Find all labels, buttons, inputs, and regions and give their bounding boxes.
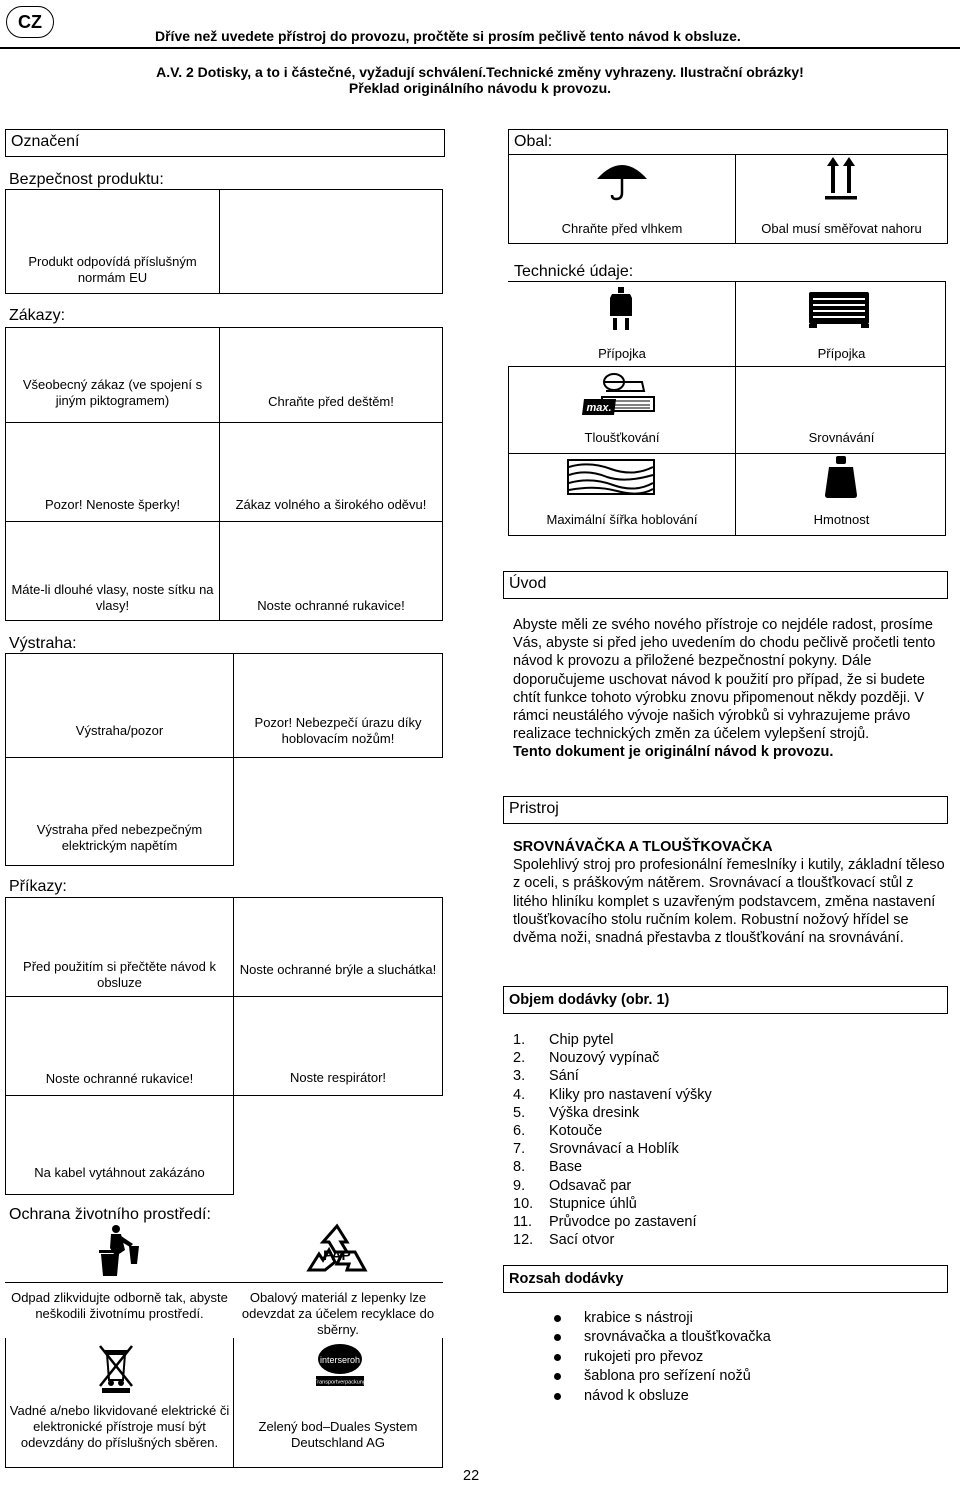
scope-list bbox=[556, 1309, 771, 1406]
parts-list-label: Srovnávací a Hoblík bbox=[549, 1141, 679, 1158]
parts-list-number: 11. bbox=[513, 1214, 533, 1231]
section-rozsah bbox=[503, 1265, 948, 1293]
caption-nahoru: Obal musí směřovat nahoru bbox=[761, 221, 922, 236]
caption-srovnavani: Srovnávání bbox=[808, 430, 875, 445]
parts-list-item bbox=[513, 1195, 712, 1213]
scope-list-item: návod k obsluze bbox=[556, 1387, 771, 1406]
parts-list-label: Výška dresink bbox=[549, 1104, 640, 1121]
intro-text bbox=[513, 616, 945, 762]
caption-zakaz-rukavice: Noste ochranné rukavice! bbox=[257, 598, 405, 613]
parts-list-number: 10. bbox=[513, 1195, 534, 1212]
section-uvod bbox=[503, 571, 948, 599]
header-legal-line2: Překlad originálního návodu k provozu. bbox=[348, 80, 612, 96]
this-side-up-icon bbox=[824, 155, 858, 201]
cell-prikaz-bryle bbox=[233, 897, 443, 997]
section-rozsah-title: Rozsah dodávky bbox=[509, 1271, 624, 1287]
language-badge: CZ bbox=[6, 6, 54, 38]
parts-list-item bbox=[513, 1031, 712, 1049]
caption-zeleny: Zelený bod–Duales System Deutschland AG bbox=[258, 1419, 418, 1450]
section-pristroj bbox=[503, 796, 948, 824]
cell-vystraha-pozor bbox=[5, 653, 234, 758]
machine-text: Spolehlivý stroj pro profesionální řemeslníky i kutily, základní těleso z oceli, s práškovým nátěrem. Srovnávací a tloušťkovací stůl z litého hliníku komplet s uzavřeným podstavcem, změna nastavení tloušťkovacího stolu ručním kolem. Robustní nožový hřídel se dvěma noži, snadná přestavba z tloušťkování na srovnávání. bbox=[513, 857, 945, 947]
section-oznaceni bbox=[5, 129, 445, 157]
intro-bold-note: Tento dokument je originální návod k provozu. bbox=[513, 744, 834, 761]
parts-list-number: 8. bbox=[513, 1159, 526, 1176]
caption-eu: Produkt odpovídá příslušným normám EU bbox=[28, 254, 197, 285]
caption-obalovy: Obalový materiál z lepenky lze odevzdat za účelem recyklace do sběrny. bbox=[241, 1290, 435, 1337]
parts-list-number: 4. bbox=[513, 1086, 526, 1103]
parts-list-label: Kliky pro nastavení výšky bbox=[549, 1086, 712, 1103]
parts-list-number: 3. bbox=[513, 1068, 526, 1085]
machine-title: SROVNÁVAČKA A TLOUŠŤKOVAČKA bbox=[513, 839, 773, 855]
caption-pripojka1: Přípojka bbox=[598, 346, 646, 361]
caption-prikaz-respirator: Noste respirátor! bbox=[289, 1070, 387, 1085]
parts-list-label: Stupnice úhlů bbox=[549, 1195, 637, 1212]
section-obal bbox=[508, 129, 948, 155]
parts-list-item bbox=[513, 1104, 712, 1122]
parts-list-label: Průvodce po zastavení bbox=[549, 1214, 697, 1231]
pap-logo-text: PAP bbox=[323, 1247, 351, 1263]
recycling-pap-icon bbox=[303, 1222, 371, 1282]
scope-list-item: krabice s nástroji bbox=[556, 1309, 771, 1328]
trash-disposal-icon bbox=[93, 1224, 143, 1280]
machine-description bbox=[513, 838, 945, 947]
parts-list-label: Sání bbox=[549, 1068, 579, 1085]
page-number: 22 bbox=[463, 1468, 480, 1484]
interseroh-logo-text: interseroh bbox=[319, 1355, 361, 1365]
caption-zakaz-obecny: Všeobecný zákaz (ve spojení s jiným piktogramem) bbox=[22, 377, 203, 408]
max-logo-text: max. bbox=[586, 402, 612, 414]
section-uvod-title: Úvod bbox=[509, 575, 547, 592]
parts-list-number: 2. bbox=[513, 1050, 526, 1067]
heading-zakazy: Zákazy: bbox=[9, 307, 66, 324]
cell-empty-1 bbox=[219, 189, 443, 294]
parts-list-number: 5. bbox=[513, 1104, 526, 1121]
caption-prikaz-kabel: Na kabel vytáhnout zakázáno bbox=[34, 1165, 205, 1180]
caption-vadne: Vadné a/nebo likvidované elektrické či elektronické přístroje musí být odevzdány do příslušných sběren. bbox=[9, 1403, 230, 1450]
caption-zakaz-sperky: Pozor! Nenoste šperky! bbox=[44, 497, 181, 512]
caption-zakaz-dest: Chraňte před deštěm! bbox=[268, 394, 394, 409]
cell-vadne bbox=[5, 1338, 234, 1468]
power-plug-icon bbox=[604, 286, 638, 332]
caption-odpad: Odpad zlikvidujte odborně tak, abyste neškodili životnímu prostředí. bbox=[11, 1290, 228, 1321]
parts-list-item bbox=[513, 1067, 712, 1085]
parts-list-label: Odsavač par bbox=[549, 1177, 632, 1194]
parts-list-item bbox=[513, 1086, 712, 1104]
parts-list-number: 1. bbox=[513, 1032, 526, 1048]
parts-list-item bbox=[513, 1231, 712, 1249]
caption-prikaz-bryle: Noste ochranné brýle a sluchátka! bbox=[239, 962, 437, 977]
caption-vlhkem: Chraňte před vlhkem bbox=[561, 221, 683, 236]
parts-list-label: Sací otvor bbox=[549, 1232, 615, 1249]
caption-max-sirka: Maximální šířka hoblování bbox=[546, 512, 698, 527]
parts-list-label: Nouzový vypínač bbox=[549, 1050, 660, 1067]
parts-list-item bbox=[513, 1122, 712, 1140]
parts-list-label: Chip pytel bbox=[549, 1032, 614, 1048]
wood-grain-width-icon bbox=[567, 459, 655, 495]
caption-hmotnost: Hmotnost bbox=[813, 512, 870, 527]
section-oznaceni-title: Označení bbox=[11, 133, 80, 150]
weight-icon bbox=[823, 455, 859, 499]
section-obal-title: Obal: bbox=[514, 133, 553, 150]
parts-list-label: Base bbox=[549, 1159, 583, 1176]
parts-list-number: 6. bbox=[513, 1123, 526, 1140]
heading-prikazy: Příkazy: bbox=[9, 878, 67, 895]
motor-icon bbox=[807, 286, 871, 330]
header-divider bbox=[0, 47, 960, 49]
scope-list-item: srovnávačka a tloušťkovačka bbox=[556, 1328, 771, 1347]
interseroh-logo-subtext: Transportverpackung bbox=[314, 1379, 366, 1386]
section-objem-title: Objem dodávky (obr. 1) bbox=[509, 992, 670, 1008]
parts-list-item bbox=[513, 1213, 712, 1231]
scope-list-item: rukojeti pro převoz bbox=[556, 1348, 771, 1367]
divider-env-2 bbox=[233, 1282, 443, 1284]
caption-pripojka2: Přípojka bbox=[817, 346, 866, 361]
heading-bezpecnost: Bezpečnost produktu: bbox=[9, 171, 164, 188]
parts-list-item bbox=[513, 1049, 712, 1067]
umbrella-icon bbox=[595, 155, 649, 201]
parts-list-item bbox=[513, 1177, 712, 1195]
divider-env-1 bbox=[5, 1282, 234, 1284]
heading-ochrana: Ochrana životního prostředí: bbox=[9, 1206, 211, 1223]
parts-list-number: 7. bbox=[513, 1141, 526, 1158]
header-legal bbox=[0, 64, 960, 96]
scope-list-item: šablona pro seřízení nožů bbox=[556, 1367, 771, 1386]
caption-zakaz-vlasy: Máte-li dlouhé vlasy, noste sítku na vlasy! bbox=[11, 582, 214, 613]
header-legal-line1: A.V. 2 Dotisky, a to i částečné, vyžadují schválení.Technické změny vyhrazeny. Ilustrační obrázky! bbox=[156, 64, 804, 80]
caption-vystraha-napeti: Výstraha před nebezpečným elektrickým napětím bbox=[36, 822, 203, 853]
section-pristroj-title: Pristroj bbox=[509, 800, 559, 817]
caption-tloustkovani: Tloušťkování bbox=[584, 430, 660, 445]
caption-vystraha-pozor: Výstraha/pozor bbox=[75, 723, 164, 738]
header-notice: Dříve než uvedete přístroj do provozu, pročtěte si prosím pečlivě tento návod k obsluze. bbox=[155, 28, 741, 44]
thicknessing-max-icon bbox=[582, 371, 656, 419]
intro-paragraph: Abyste měli ze svého nového přístroje co nejdéle radost, prosíme Vás, abyste si před jeho uvedením do chodu pečlivě pročetli tento návod k provozu a přiložené bezpečnostní pokyny. Dále doporučujeme uschovat návod k použití pro případ, že si budete chtít funkce tohoto výrobku znovu připomenout někdy později. V rámci neustálého vývoje našich výrobků si vyhrazujeme právo realizace technických změn za účelem vylepšení strojů. bbox=[513, 617, 936, 743]
parts-list-number: 12. bbox=[513, 1232, 534, 1249]
caption-zakaz-odev: Zákaz volného a širokého oděvu! bbox=[235, 497, 427, 512]
section-objem bbox=[503, 986, 948, 1014]
parts-list-item bbox=[513, 1140, 712, 1158]
caption-prikaz-rukavice: Noste ochranné rukavice! bbox=[45, 1071, 194, 1086]
parts-list bbox=[513, 1031, 712, 1249]
caption-prikaz-navod: Před použitím si přečtěte návod k obsluze bbox=[23, 959, 216, 990]
caption-vystraha-noze: Pozor! Nebezpečí úrazu díky hoblovacím nožům! bbox=[254, 715, 422, 746]
parts-list-label: Kotouče bbox=[549, 1123, 603, 1140]
parts-list-item bbox=[513, 1158, 712, 1176]
cell-zeleny bbox=[233, 1338, 443, 1468]
heading-vystraha: Výstraha: bbox=[9, 635, 77, 652]
heading-technicke: Technické údaje: bbox=[514, 263, 634, 280]
parts-list-number: 9. bbox=[513, 1177, 526, 1194]
